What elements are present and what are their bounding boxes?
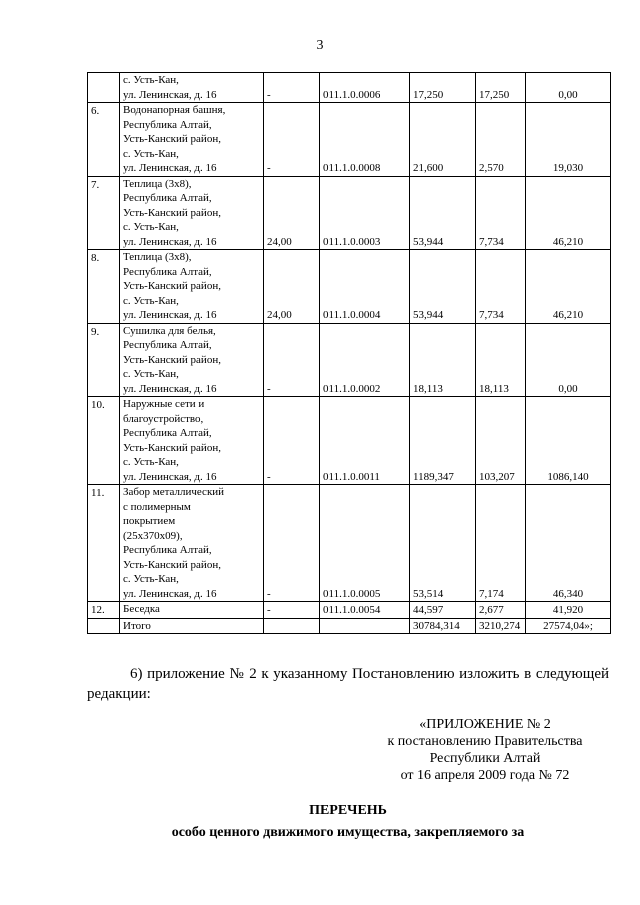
depreciation-cell: 18,113 [476,323,526,397]
area-cell: - [264,323,320,397]
asset-name-line: с. Усть-Кан, [123,221,179,233]
area-cell [264,618,320,634]
book-value-cell: 17,250 [410,73,476,103]
asset-name-line: (25х370х09), [123,529,183,542]
area-cell: - [264,397,320,485]
asset-name-line: Республика Алтай, [123,339,212,351]
book-value-cell: 30784,314 [410,618,476,634]
inventory-number-cell: 011.1.0.0008 [320,103,410,177]
table-row [88,397,611,485]
book-value-cell: 53,514 [410,485,476,602]
asset-name-cell [120,73,264,103]
asset-name-cell [120,602,264,619]
inventory-number-cell: 011.1.0.0002 [320,323,410,397]
list-subtitle: особо ценного движимого имущества, закрепляемого за [171,825,525,840]
asset-name-line: ул. Ленинская, д. 16 [123,587,217,600]
inventory-number-cell: 011.1.0.0004 [320,250,410,324]
depreciation-cell: 7,174 [476,485,526,602]
area-cell: 24,00 [264,250,320,324]
asset-name-line: Забор металлический [123,486,225,498]
asset-name-line: ул. Ленинская, д. 16 [123,162,217,174]
row-number-cell: 8. [88,250,120,324]
asset-name-line: Усть-Канский район, [123,280,221,292]
asset-name-cell [120,103,264,177]
book-value-cell: 53,944 [410,250,476,324]
asset-name-cell [120,397,264,485]
table-row [88,485,611,602]
asset-name-line: Республика Алтай, [123,192,212,204]
table-row [88,250,611,324]
row-number-cell: 7. [88,176,120,250]
asset-name-line: Беседка [123,603,160,615]
inventory-number-cell: 011.1.0.0005 [320,485,410,602]
asset-name-line: Усть-Канский район, [123,133,221,145]
area-cell: - [264,485,320,602]
asset-name-line: Республика Алтай, [123,427,212,439]
asset-name-line: Наружные сети и [123,398,205,410]
asset-name-cell [120,485,264,602]
asset-name-cell [120,323,264,397]
list-title: ПЕРЕЧЕНЬ [309,803,387,818]
residual-value-cell: 46,340 [526,485,611,602]
residual-value-cell: 0,00 [526,73,611,103]
depreciation-cell: 2,677 [476,602,526,619]
appendix-ref-line: Республики Алтай [429,751,541,766]
row-number-cell: 12. [88,602,120,619]
table-row [88,176,611,250]
asset-name-cell [120,618,264,634]
appendix-date-line: от 16 апреля 2009 года № 72 [400,768,570,783]
asset-name-line: с. Усть-Кан, [123,147,179,160]
asset-name-line: Водонапорная башня, [123,104,226,116]
book-value-cell: 44,597 [410,602,476,619]
depreciation-cell: 17,250 [476,73,526,103]
residual-value-cell: 19,030 [526,103,611,177]
asset-name-line: ул. Ленинская, д. 16 [123,382,217,395]
residual-value-cell: 27574,04»; [526,618,611,634]
asset-name-cell [120,176,264,250]
table-row [88,618,611,634]
book-value-cell: 1189,347 [410,397,476,485]
residual-value-cell: 1086,140 [526,397,611,485]
asset-name-line: ул. Ленинская, д. 16 [123,235,217,248]
table-row [88,103,611,177]
table-row [88,323,611,397]
list-heading [87,800,609,844]
asset-name-line: Усть-Канский район, [123,441,221,454]
asset-name-line: Теплица (3х8), [123,251,192,263]
appendix-title: «ПРИЛОЖЕНИЕ № 2 [419,717,551,732]
residual-value-cell: 41,920 [526,602,611,619]
asset-name-line: Теплица (3х8), [123,177,192,190]
asset-name-line: Республика Алтай, [123,544,212,556]
residual-value-cell: 46,210 [526,176,611,250]
area-cell: - [264,602,320,619]
asset-name-line: Усть-Канский район, [123,353,221,366]
asset-name-line: с полимерным [123,500,191,513]
inventory-number-cell [320,618,410,634]
inventory-number-cell: 011.1.0.0003 [320,176,410,250]
appendix-ref-line: к постановлению Правительства [387,734,583,749]
asset-name-line: Республика Алтай, [123,265,212,278]
asset-name-line: ул. Ленинская, д. 16 [123,309,217,321]
asset-name-line: ул. Ленинская, д. 16 [123,88,217,101]
depreciation-cell: 7,734 [476,250,526,324]
asset-name-line: с. Усть-Кан, [123,74,179,86]
book-value-cell: 18,113 [410,323,476,397]
asset-name-line: Республика Алтай, [123,118,212,131]
depreciation-cell: 103,207 [476,397,526,485]
depreciation-cell: 7,734 [476,176,526,250]
depreciation-cell: 3210,274 [476,618,526,634]
asset-name-line: покрытием [123,515,176,527]
row-number-cell [88,73,120,103]
table-row [88,602,611,619]
asset-name-line: с. Усть-Кан, [123,573,179,585]
area-cell: - [264,73,320,103]
depreciation-cell: 2,570 [476,103,526,177]
residual-value-cell: 0,00 [526,323,611,397]
asset-name-line: благоустройство, [123,412,204,425]
inventory-number-cell: 011.1.0.0011 [320,397,410,485]
amendment-paragraph: 6) приложение № 2 к указанному Постановлению изложить в следующей редакции: [87,666,609,702]
asset-name-line: с. Усть-Кан, [123,294,179,307]
row-number-cell: 6. [88,103,120,177]
inventory-number-cell: 011.1.0.0006 [320,73,410,103]
book-value-cell: 21,600 [410,103,476,177]
appendix-block [360,716,610,784]
table-row [88,73,611,103]
residual-value-cell: 46,210 [526,250,611,324]
asset-name-line: Усть-Канский район, [123,558,221,571]
area-cell: 24,00 [264,176,320,250]
area-cell: - [264,103,320,177]
assets-table [87,72,611,634]
asset-name-cell [120,250,264,324]
assets-table-body [88,73,611,634]
row-number-cell: 9. [88,323,120,397]
asset-name-line: с. Усть-Кан, [123,368,179,380]
row-number-cell: 11. [88,485,120,602]
asset-name-line: ул. Ленинская, д. 16 [123,470,217,483]
inventory-number-cell: 011.1.0.0054 [320,602,410,619]
row-number-cell: 10. [88,397,120,485]
asset-name-line: Усть-Канский район, [123,206,221,219]
row-number-cell [88,618,120,634]
asset-name-line: с. Усть-Кан, [123,456,179,468]
asset-name-line: Сушилка для белья, [123,324,216,337]
asset-name-line: Итого [123,619,151,632]
page-number: 3 [316,38,324,53]
book-value-cell: 53,944 [410,176,476,250]
